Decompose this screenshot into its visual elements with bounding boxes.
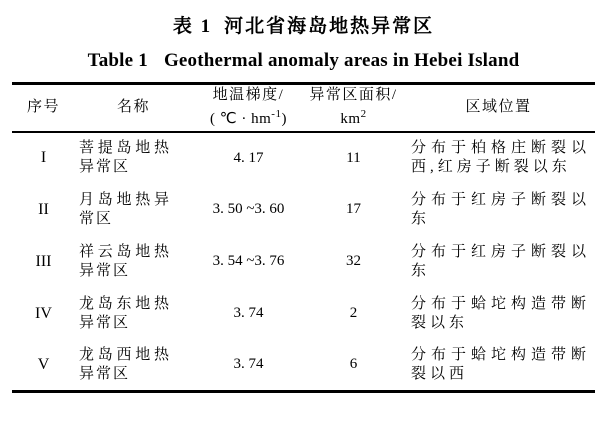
cell-gradient: 3. 50 ~3. 60 [212, 201, 285, 217]
table-row [12, 132, 595, 184]
cell-location: 分布于红房子断裂以东 [411, 191, 590, 227]
paper-page [0, 14, 607, 426]
cell-gradient: 4. 17 [233, 149, 264, 166]
cell-gradient: 3. 74 [233, 356, 264, 373]
table-head [12, 84, 595, 132]
cell-name: 祥云岛地热异常区 [79, 243, 171, 279]
cell-area: 32 [346, 253, 361, 269]
header-area-label: 异常区面积/ [309, 87, 398, 104]
cell-serial-no: V [37, 355, 50, 373]
table-title-zh-label: 表 1 [172, 16, 213, 37]
table-title-en-text: Geothermal anomaly areas in Hebei Island [163, 50, 520, 71]
table-title-en [0, 47, 607, 74]
cell-serial-no: II [38, 200, 49, 218]
cell-location: 分布于柏格庄断裂以西,红房子断裂以东 [411, 140, 590, 175]
cell-area: 2 [349, 305, 358, 321]
cell-serial-no: III [35, 252, 52, 270]
gradient-unit-exponent: -1 [271, 108, 282, 121]
table-row [12, 288, 595, 340]
cell-name: 龙岛东地热异常区 [79, 295, 171, 331]
cell-name: 菩提岛地热异常区 [79, 140, 171, 175]
header-region-location: 区域位置 [465, 99, 532, 116]
table-body [12, 132, 595, 392]
cell-area: 17 [346, 201, 361, 217]
header-area-unit: $km^2$ [340, 108, 367, 128]
cell-gradient: 3. 74 [233, 305, 264, 321]
area-unit-exponent: 2 [360, 108, 367, 121]
header-row [12, 84, 595, 132]
table-row [12, 184, 595, 236]
cell-serial-no: IV [35, 304, 52, 322]
table-title-zh-text: 河北省海岛地热异常区 [224, 16, 435, 37]
cell-location: 分布于红房子断裂以东 [411, 243, 590, 279]
cell-location: 分布于蛤坨构造带断裂以西 [411, 346, 590, 382]
cell-area: 6 [349, 356, 358, 373]
table-title-zh [0, 14, 607, 40]
header-gradient-unit: ( ℃ · $hm^{-1}$) [210, 108, 287, 128]
geothermal-anomaly-table [12, 82, 595, 393]
cell-gradient: 3. 54 ~3. 76 [212, 253, 285, 269]
table-row [12, 236, 595, 288]
header-serial-no: 序号 [26, 99, 60, 116]
table-row [12, 340, 595, 392]
cell-area: 11 [346, 149, 361, 166]
header-gradient-label: 地温梯度/ [212, 87, 285, 104]
header-geothermal-gradient [192, 84, 305, 132]
header-anomaly-area [305, 84, 402, 132]
table-title-en-label: Table 1 [87, 50, 148, 71]
cell-location: 分布于蛤坨构造带断裂以东 [411, 295, 590, 331]
cell-serial-no: I [40, 149, 47, 166]
header-name: 名称 [116, 99, 150, 116]
cell-name: 月岛地热异常区 [79, 191, 171, 227]
cell-name: 龙岛西地热异常区 [79, 346, 171, 382]
